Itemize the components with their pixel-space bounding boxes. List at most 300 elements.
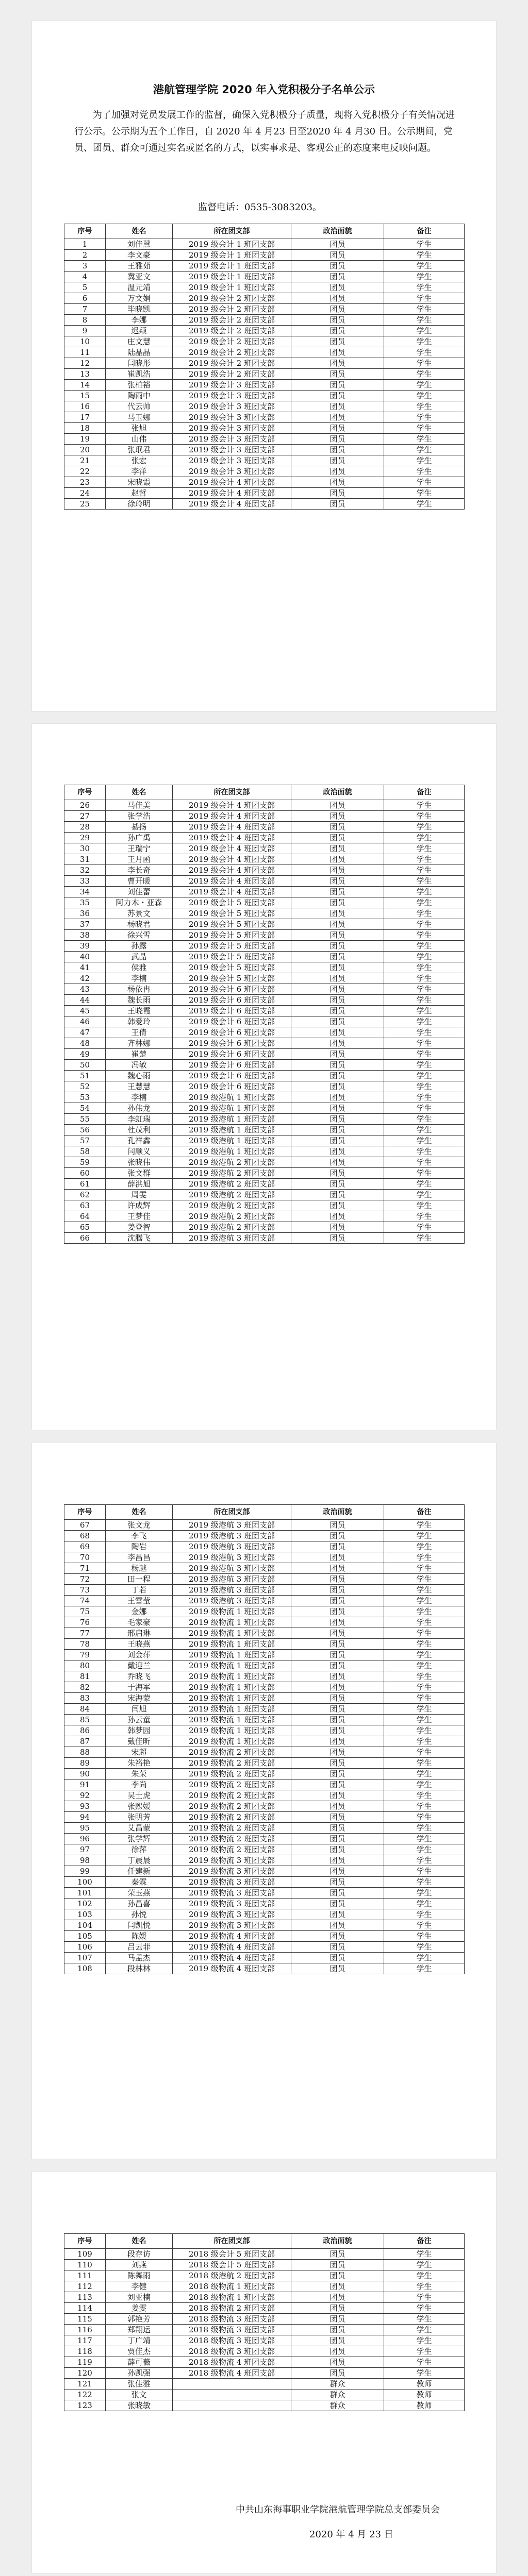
cell-political: 团员 (291, 1725, 384, 1736)
cell-note: 学生 (384, 250, 465, 261)
header-note: 备注 (384, 2234, 465, 2249)
cell-name: 王瑞宁 (106, 843, 173, 854)
cell-branch: 2019 级物流 1 班团支部 (173, 1725, 291, 1736)
cell-no: 90 (64, 1769, 106, 1780)
cell-note: 学生 (384, 1736, 465, 1747)
cell-political: 团员 (291, 304, 384, 315)
table-row (64, 1628, 465, 1639)
cell-branch: 2019 级港航 1 班团支部 (173, 1103, 291, 1114)
cell-note: 学生 (384, 1801, 465, 1812)
table-row (64, 401, 465, 412)
cell-note: 学生 (384, 1596, 465, 1606)
cell-branch: 2019 级物流 4 班团支部 (173, 1931, 291, 1942)
cell-political: 团员 (291, 1628, 384, 1639)
table-row (64, 1953, 465, 1963)
table-row (64, 2379, 465, 2389)
table-row (64, 2281, 465, 2292)
cell-name: 孙悦 (106, 1909, 173, 1920)
cell-branch: 2019 级会计 1 班团支部 (173, 261, 291, 272)
cell-name: 冀亚文 (106, 272, 173, 282)
table-row (64, 358, 465, 369)
cell-branch (173, 2389, 291, 2400)
cell-note: 学生 (384, 1844, 465, 1855)
cell-name: 马佳美 (106, 800, 173, 811)
cell-political: 团员 (291, 1146, 384, 1157)
cell-name: 张晓伟 (106, 1157, 173, 1168)
cell-no: 9 (64, 326, 106, 336)
cell-note: 学生 (384, 1092, 465, 1103)
cell-no: 91 (64, 1780, 106, 1790)
cell-political: 团员 (291, 1179, 384, 1190)
roster-table (64, 1504, 465, 1974)
table-row (64, 2357, 465, 2368)
cell-branch: 2019 级物流 3 班团支部 (173, 1877, 291, 1888)
cell-no: 88 (64, 1747, 106, 1758)
cell-name: 吴士虎 (106, 1790, 173, 1801)
cell-branch: 2019 级会计 1 班团支部 (173, 239, 291, 250)
cell-name: 刘金萍 (106, 1650, 173, 1660)
cell-note: 学生 (384, 423, 465, 434)
cell-branch: 2018 级物流 2 班团支部 (173, 2303, 291, 2314)
cell-branch: 2019 级物流 1 班团支部 (173, 1628, 291, 1639)
cell-name: 荣玉燕 (106, 1888, 173, 1899)
cell-no: 84 (64, 1704, 106, 1715)
cell-name: 张明芳 (106, 1812, 173, 1823)
table-row (64, 897, 465, 908)
table-row (64, 477, 465, 488)
cell-political: 团员 (291, 1038, 384, 1049)
cell-branch: 2019 级物流 1 班团支部 (173, 1736, 291, 1747)
table-row (64, 908, 465, 919)
cell-political: 团员 (291, 973, 384, 984)
cell-political: 团员 (291, 1596, 384, 1606)
cell-branch: 2019 级会计 6 班团支部 (173, 1027, 291, 1038)
cell-note: 学生 (384, 239, 465, 250)
cell-name: 阿力木・亚森 (106, 897, 173, 908)
cell-name: 李昌昌 (106, 1552, 173, 1563)
cell-name: 刘佳慧 (106, 239, 173, 250)
cell-note: 学生 (384, 1682, 465, 1693)
cell-name: 闫顺义 (106, 1146, 173, 1157)
cell-note: 学生 (384, 908, 465, 919)
cell-branch: 2019 级会计 5 班团支部 (173, 952, 291, 962)
cell-note: 学生 (384, 412, 465, 423)
cell-note: 学生 (384, 1780, 465, 1790)
table-row (64, 412, 465, 423)
cell-no: 104 (64, 1920, 106, 1931)
cell-political: 团员 (291, 315, 384, 326)
cell-name: 侯雅 (106, 962, 173, 973)
hotline-text: 监督电话：0535-3083203。 (198, 202, 322, 213)
cell-branch: 2019 级港航 1 班团支部 (173, 1146, 291, 1157)
table-row (64, 1671, 465, 1682)
cell-political: 团员 (291, 1801, 384, 1812)
cell-name: 闫凯悦 (106, 1920, 173, 1931)
cell-no: 49 (64, 1049, 106, 1060)
table-row (64, 930, 465, 941)
table-row (64, 326, 465, 336)
cell-note: 学生 (384, 1660, 465, 1671)
cell-political: 团员 (291, 822, 384, 833)
cell-no: 73 (64, 1585, 106, 1596)
roster-table (64, 2233, 465, 2411)
cell-note: 学生 (384, 984, 465, 995)
cell-no: 99 (64, 1866, 106, 1877)
cell-note: 学生 (384, 336, 465, 347)
cell-political: 团员 (291, 1639, 384, 1650)
cell-political: 团员 (291, 347, 384, 358)
cell-branch: 2019 级会计 5 班团支部 (173, 930, 291, 941)
cell-political: 群众 (291, 2379, 384, 2389)
header-name: 姓名 (106, 224, 173, 239)
cell-no: 8 (64, 315, 106, 326)
cell-branch: 2018 级港航 2 班团支部 (173, 2270, 291, 2281)
cell-name: 薛洪旭 (106, 1179, 173, 1190)
cell-political: 团员 (291, 1866, 384, 1877)
cell-note: 学生 (384, 1049, 465, 1060)
cell-name: 张熙媛 (106, 1801, 173, 1812)
cell-no: 94 (64, 1812, 106, 1823)
table-row (64, 1179, 465, 1190)
cell-note: 学生 (384, 2368, 465, 2379)
cell-political: 团员 (291, 1071, 384, 1081)
cell-note: 学生 (384, 1628, 465, 1639)
cell-political: 团员 (291, 412, 384, 423)
table-row (64, 822, 465, 833)
cell-political: 团员 (291, 1931, 384, 1942)
cell-note: 学生 (384, 2260, 465, 2270)
cell-political: 团员 (291, 391, 384, 401)
cell-note: 学生 (384, 1812, 465, 1823)
table-row (64, 1660, 465, 1671)
cell-branch: 2019 级物流 1 班团支部 (173, 1639, 291, 1650)
cell-political: 团员 (291, 477, 384, 488)
cell-note: 学生 (384, 391, 465, 401)
table-row (64, 1844, 465, 1855)
cell-political: 团员 (291, 1081, 384, 1092)
header-political: 政治面貌 (291, 1505, 384, 1520)
cell-name: 赵哲 (106, 488, 173, 499)
cell-note: 学生 (384, 1157, 465, 1168)
header-name: 姓名 (106, 2234, 173, 2249)
cell-note: 学生 (384, 930, 465, 941)
roster-table (64, 224, 465, 510)
cell-political: 团员 (291, 272, 384, 282)
cell-note: 学生 (384, 2281, 465, 2292)
cell-branch: 2019 级会计 4 班团支部 (173, 887, 291, 897)
cell-name: 徐兴雪 (106, 930, 173, 941)
cell-political: 团员 (291, 1736, 384, 1747)
intro-paragraph: 为了加强对党员发展工作的监督，确保入党积极分子质量，现将入党积极分子有关情况进行公示。公示期为五个工作日，自 2020 年 4 月23 日至2020 年 4 月30 日。公示期间，党员、团员、群众可通过实名或匿名的方式，以实事求是、客观公正的态度来电反映问题。 (74, 110, 455, 154)
cell-no: 4 (64, 272, 106, 282)
cell-no: 14 (64, 380, 106, 391)
cell-political: 团员 (291, 488, 384, 499)
cell-name: 郭艳芳 (106, 2314, 173, 2325)
cell-note: 学生 (384, 466, 465, 477)
cell-political: 团员 (291, 984, 384, 995)
table-row (64, 239, 465, 250)
cell-name: 李娜 (106, 315, 173, 326)
table-row (64, 1552, 465, 1563)
cell-political: 团员 (291, 1942, 384, 1953)
cell-no: 57 (64, 1136, 106, 1146)
cell-no: 95 (64, 1823, 106, 1834)
header-political: 政治面貌 (291, 785, 384, 800)
cell-political: 团员 (291, 1520, 384, 1531)
cell-note: 学生 (384, 1103, 465, 1114)
cell-name: 孙广禹 (106, 833, 173, 843)
cell-no: 27 (64, 811, 106, 822)
cell-branch: 2019 级物流 2 班团支部 (173, 1823, 291, 1834)
cell-name: 王雪莹 (106, 1596, 173, 1606)
cell-name: 温元靖 (106, 282, 173, 293)
cell-no: 113 (64, 2292, 106, 2303)
cell-branch: 2018 级物流 1 班团支部 (173, 2292, 291, 2303)
cell-branch: 2018 级物流 4 班团支部 (173, 2357, 291, 2368)
table-row (64, 1736, 465, 1747)
cell-name: 曹开暖 (106, 876, 173, 887)
cell-branch: 2019 级物流 3 班团支部 (173, 1888, 291, 1899)
cell-name: 王晓霞 (106, 1006, 173, 1016)
cell-no: 64 (64, 1211, 106, 1222)
cell-political: 团员 (291, 1222, 384, 1233)
cell-name: 刘亚楠 (106, 2292, 173, 2303)
table-row (64, 1812, 465, 1823)
cell-note: 学生 (384, 1606, 465, 1617)
header-political: 政治面貌 (291, 2234, 384, 2249)
cell-note: 教师 (384, 2389, 465, 2400)
cell-branch: 2019 级会计 4 班团支部 (173, 499, 291, 510)
cell-political: 团员 (291, 1200, 384, 1211)
cell-name: 戴迎兰 (106, 1660, 173, 1671)
document-page-2 (32, 724, 496, 1430)
cell-political: 团员 (291, 1769, 384, 1780)
cell-branch: 2019 级港航 2 班团支部 (173, 1200, 291, 1211)
cell-branch: 2019 级物流 3 班团支部 (173, 1920, 291, 1931)
cell-branch: 2018 级物流 3 班团支部 (173, 2314, 291, 2325)
cell-political: 团员 (291, 1877, 384, 1888)
cell-name: 王梦佳 (106, 1211, 173, 1222)
cell-political: 团员 (291, 1552, 384, 1563)
cell-name: 闫旭 (106, 1704, 173, 1715)
cell-branch: 2019 级物流 2 班团支部 (173, 1769, 291, 1780)
cell-name: 张文龙 (106, 1520, 173, 1531)
cell-branch: 2019 级港航 3 班团支部 (173, 1520, 291, 1531)
cell-note: 学生 (384, 1942, 465, 1953)
cell-no: 87 (64, 1736, 106, 1747)
cell-no: 102 (64, 1899, 106, 1909)
table-row (64, 1963, 465, 1974)
cell-branch: 2019 级会计 6 班团支部 (173, 995, 291, 1006)
cell-name: 丁若 (106, 1585, 173, 1596)
table-row (64, 2249, 465, 2260)
cell-political: 团员 (291, 1060, 384, 1071)
cell-note: 学生 (384, 962, 465, 973)
cell-note: 学生 (384, 1920, 465, 1931)
table-row (64, 1931, 465, 1942)
table-row (64, 1049, 465, 1060)
cell-name: 魏心雨 (106, 1071, 173, 1081)
cell-note: 学生 (384, 941, 465, 952)
cell-branch: 2019 级会计 4 班团支部 (173, 854, 291, 865)
cell-no: 50 (64, 1060, 106, 1071)
cell-political: 团员 (291, 1531, 384, 1541)
cell-no: 68 (64, 1531, 106, 1541)
cell-note: 学生 (384, 1834, 465, 1844)
cell-name: 宋晓霞 (106, 477, 173, 488)
table-row (64, 865, 465, 876)
cell-no: 5 (64, 282, 106, 293)
cell-name: 许成辉 (106, 1200, 173, 1211)
cell-political: 团员 (291, 434, 384, 445)
cell-political: 团员 (291, 1693, 384, 1704)
cell-note: 学生 (384, 1888, 465, 1899)
cell-name: 李长奇 (106, 865, 173, 876)
cell-political: 群众 (291, 2400, 384, 2411)
cell-note: 学生 (384, 1081, 465, 1092)
signature-org: 中共山东海事职业学院港航管理学院总支部委员会 (236, 2504, 440, 2515)
cell-no: 12 (64, 358, 106, 369)
cell-political: 团员 (291, 1682, 384, 1693)
cell-no: 16 (64, 401, 106, 412)
cell-name: 张晓敏 (106, 2400, 173, 2411)
cell-no: 21 (64, 455, 106, 466)
cell-note: 学生 (384, 1931, 465, 1942)
cell-no: 60 (64, 1168, 106, 1179)
cell-no: 63 (64, 1200, 106, 1211)
cell-note: 学生 (384, 272, 465, 282)
cell-branch: 2019 级会计 4 班团支部 (173, 833, 291, 843)
cell-no: 122 (64, 2389, 106, 2400)
cell-note: 学生 (384, 2325, 465, 2335)
cell-no: 33 (64, 876, 106, 887)
cell-note: 学生 (384, 2270, 465, 2281)
cell-note: 学生 (384, 2335, 465, 2346)
table-row (64, 2346, 465, 2357)
table-row (64, 2400, 465, 2411)
cell-name: 陶岩 (106, 1541, 173, 1552)
table-row (64, 811, 465, 822)
cell-note: 学生 (384, 261, 465, 272)
cell-no: 117 (64, 2335, 106, 2346)
cell-political: 团员 (291, 455, 384, 466)
cell-note: 学生 (384, 1552, 465, 1563)
cell-no: 17 (64, 412, 106, 423)
cell-political: 团员 (291, 930, 384, 941)
table-row (64, 1157, 465, 1168)
cell-name: 张柏裕 (106, 380, 173, 391)
cell-branch: 2019 级物流 4 班团支部 (173, 1953, 291, 1963)
cell-branch: 2019 级港航 3 班团支部 (173, 1574, 291, 1585)
cell-name: 于海军 (106, 1682, 173, 1693)
cell-name: 贾佳杰 (106, 2346, 173, 2357)
cell-political: 团员 (291, 1606, 384, 1617)
cell-no: 6 (64, 293, 106, 304)
cell-branch: 2019 级会计 6 班团支部 (173, 1038, 291, 1049)
cell-name: 段林林 (106, 1963, 173, 1974)
table-row (64, 1125, 465, 1136)
cell-political: 团员 (291, 1157, 384, 1168)
cell-branch: 2019 级港航 2 班团支部 (173, 1211, 291, 1222)
table-row (64, 1780, 465, 1790)
cell-no: 85 (64, 1715, 106, 1725)
cell-name: 李楠 (106, 1092, 173, 1103)
cell-political: 团员 (291, 1660, 384, 1671)
table-row (64, 1704, 465, 1715)
cell-political: 团员 (291, 1027, 384, 1038)
cell-no: 71 (64, 1563, 106, 1574)
cell-no: 106 (64, 1942, 106, 1953)
cell-political: 团员 (291, 445, 384, 455)
table-row (64, 1541, 465, 1552)
cell-note: 学生 (384, 1006, 465, 1016)
cell-political: 团员 (291, 1103, 384, 1114)
cell-branch: 2019 级港航 3 班团支部 (173, 1596, 291, 1606)
cell-name: 王慧慧 (106, 1081, 173, 1092)
cell-name: 綦扬 (106, 822, 173, 833)
cell-political: 团员 (291, 865, 384, 876)
cell-political: 团员 (291, 1049, 384, 1060)
cell-no: 80 (64, 1660, 106, 1671)
cell-no: 26 (64, 800, 106, 811)
cell-note: 学生 (384, 1233, 465, 1244)
cell-name: 李虹瑞 (106, 1114, 173, 1125)
cell-political: 团员 (291, 1563, 384, 1574)
cell-branch: 2019 级会计 2 班团支部 (173, 326, 291, 336)
cell-note: 学生 (384, 1168, 465, 1179)
cell-name: 戴佳昕 (106, 1736, 173, 1747)
cell-political: 团员 (291, 1704, 384, 1715)
cell-no: 40 (64, 952, 106, 962)
cell-name: 徐萍 (106, 1844, 173, 1855)
cell-political: 团员 (291, 941, 384, 952)
cell-name: 陈媛 (106, 1931, 173, 1942)
roster-table (64, 785, 465, 1244)
cell-name: 陶雨中 (106, 391, 173, 401)
cell-branch: 2019 级会计 3 班团支部 (173, 380, 291, 391)
cell-no: 72 (64, 1574, 106, 1585)
cell-note: 学生 (384, 1758, 465, 1769)
cell-political: 团员 (291, 2270, 384, 2281)
cell-name: 任建新 (106, 1866, 173, 1877)
table-row (64, 876, 465, 887)
table-row (64, 1834, 465, 1844)
cell-note: 学生 (384, 304, 465, 315)
cell-branch: 2019 级港航 3 班团支部 (173, 1541, 291, 1552)
cell-political: 团员 (291, 1953, 384, 1963)
cell-no: 118 (64, 2346, 106, 2357)
table-row (64, 2335, 465, 2346)
cell-no: 123 (64, 2400, 106, 2411)
cell-no: 54 (64, 1103, 106, 1114)
cell-political: 团员 (291, 2368, 384, 2379)
cell-no: 25 (64, 499, 106, 510)
cell-note: 学生 (384, 499, 465, 510)
cell-political: 团员 (291, 1899, 384, 1909)
cell-note: 学生 (384, 326, 465, 336)
cell-political: 团员 (291, 358, 384, 369)
cell-note: 学生 (384, 1016, 465, 1027)
cell-no: 79 (64, 1650, 106, 1660)
cell-name: 李文豪 (106, 250, 173, 261)
cell-branch: 2018 级会计 5 班团支部 (173, 2249, 291, 2260)
cell-political: 团员 (291, 1136, 384, 1146)
document-page-1 (32, 21, 496, 711)
cell-name: 李洋 (106, 466, 173, 477)
cell-note: 学生 (384, 811, 465, 822)
cell-name: 苏景文 (106, 908, 173, 919)
table-row (64, 1606, 465, 1617)
